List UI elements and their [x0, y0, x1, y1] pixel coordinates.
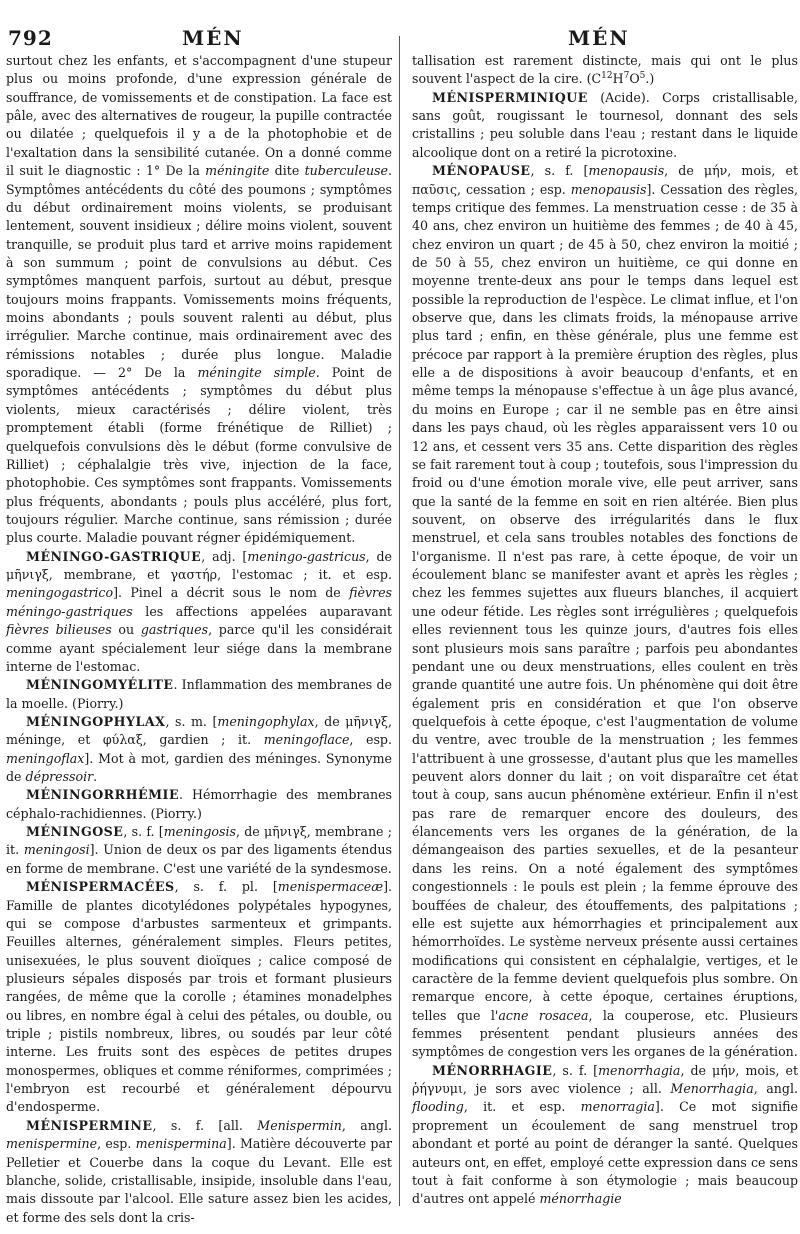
- text-run: . Point de symptômes antécédents ; symptômes du début plus violents, mieux caractérisés ; délire violent, très promptement établi (forme frénétique de Rilliet) ; quelquefois convulsions dès le début (forme convulsive de Rilliet) ; céphalalgie très vive, injection de la face, photophobie. Ces symptômes sont frappants. Vomissements plus fréquents, abondants ; pouls plus accéléré, plus fort, toujours régulier. Marche continue, sans rémission ; durée plus courte. Maladie pouvant régner épidémiquement.: [6, 365, 392, 546]
- entry-headword: MÉNISPERMINIQUE: [432, 89, 588, 105]
- continued-paragraph: [412, 52, 798, 89]
- text-run: , s. f. pl. [: [174, 879, 278, 895]
- formula-element: H: [612, 71, 624, 87]
- text-run: , de μήν, mois, et ῥήγνυμι, je sors avec violence ; all.: [412, 1062, 799, 1097]
- entry-menisperminique: [412, 89, 798, 162]
- italic-term: fièvres bilieuses: [6, 622, 112, 638]
- italic-term: flooding: [412, 1099, 464, 1115]
- text-run: . Symptômes antécédents du côté des poumons ; symptômes du début ordinairement moins violents, se produisant lentement, souvent insidieux ; délire moins violent, souvent tranquille, se produit plus tard et arrive moins rapidement à son summum ; point de convulsions au début. Ces symptômes manquent parfois, surtout au début, presque toujours moins frappants. Vomissements moins fréquents, moins abondants ; pouls souvent ralenti au début, plus irrégulier. Marche continue, mais ordinairement avec des rémissions notables ; durée plus longue. Maladie sporadique. — 2° De la: [6, 163, 392, 381]
- text-run: ]. Pinel a décrit sous le nom de: [113, 585, 350, 601]
- italic-term: Menispermin: [257, 1117, 342, 1133]
- entry-menispermacees: [6, 878, 392, 1117]
- text-run: , angl.: [753, 1081, 798, 1097]
- right-column: [412, 52, 798, 1209]
- italic-term: menispermina: [135, 1136, 227, 1152]
- italic-term: meningo-gastricus: [247, 548, 366, 564]
- text-run: ]. Union de deux os par des ligaments étendus en forme de membrane. C'est une variété de la syndesmose.: [6, 842, 392, 876]
- italic-term: menorragia: [580, 1099, 655, 1115]
- formula-element: O: [629, 71, 640, 87]
- italic-term: Menorrhagia: [670, 1081, 754, 1097]
- text-run: , s. f. [: [552, 1062, 599, 1078]
- entry-menispermine: [6, 1117, 392, 1227]
- italic-term: menopausis: [588, 163, 665, 179]
- italic-term: fièvres méningo-gastriques: [6, 585, 392, 619]
- italic-term: menispermaceæ: [277, 879, 384, 895]
- text-run: tallisation est rarement distincte, mais qui ont le plus souvent l'aspect de la cire. (C: [412, 53, 798, 87]
- text-run: , it. et esp.: [463, 1099, 581, 1115]
- italic-term: meningogastrico: [6, 585, 114, 601]
- italic-term: menispermine: [6, 1136, 98, 1152]
- formula-superscript: 12: [601, 71, 613, 82]
- text-run: , esp.: [349, 732, 392, 748]
- entry-headword: MÉNINGOSE: [26, 824, 124, 840]
- text-run: , s. f. [all.: [152, 1117, 258, 1133]
- italic-term: menopausis: [570, 181, 647, 197]
- text-run: .: [93, 769, 98, 785]
- text-run: , angl.: [341, 1117, 392, 1133]
- italic-term: gastriques: [140, 622, 209, 638]
- italic-term: meningoflax: [6, 750, 85, 766]
- entry-menorrhagie: [412, 1062, 798, 1209]
- text-run: , parce qu'il les considérait comme ayant spécialement leur siége dans la membrane interne de l'estomac.: [6, 622, 392, 674]
- text-run: , de μήν, mois, et παῦσις, cessation ; esp.: [412, 163, 799, 197]
- italic-term: ménorrhagie: [539, 1191, 622, 1207]
- text-run: , la couperose, etc. Plusieurs femmes présentent pendant plusieurs années des symptômes de congestion vers les organes de la génération.: [412, 1007, 798, 1060]
- entry-meningose: [6, 823, 392, 878]
- text-run: , adj. [: [201, 548, 248, 564]
- italic-term: méningite: [205, 163, 270, 179]
- italic-term: meningoflace: [263, 732, 350, 748]
- text-run: , s. f. [: [530, 163, 589, 179]
- entry-headword: MÉNINGORRHÉMIE: [26, 787, 180, 803]
- italic-term: menorrhagia: [598, 1062, 681, 1078]
- italic-term: meningosis: [163, 824, 236, 840]
- entry-meningo-gastrique: [6, 548, 392, 677]
- text-run: . Hémorrhagie des membranes céphalo-rachidiennes. (Piorry.): [6, 787, 392, 821]
- text-run: surtout chez les enfants, et s'accompagnent d'une stupeur plus ou moins profonde, d'une expression générale de souffrance, de vomissements et de constipation. La face est pâle, avec des alternatives de rougeur, la pupille contractée ou dilatée ; quelquefois il y a de la photophobie et de l'exaltation dans la sensibilité cutanée. On a donné comme il suit le diagnostic : 1° De la: [6, 53, 392, 179]
- italic-term: tuberculeuse: [304, 163, 388, 179]
- text-run: , de μῆνιγξ, méninge, et φύλαξ, gardien ; it.: [6, 713, 392, 748]
- italic-term: acne rosacea: [498, 1007, 589, 1023]
- column-divider: [399, 36, 400, 1206]
- entry-meningorrhemie: [6, 786, 392, 823]
- entry-headword: MÉNISPERMACÉES: [26, 879, 175, 895]
- italic-term: meningosi: [23, 842, 90, 858]
- text-run: ]. Famille de plantes dicotylédones polypétales hypogynes, qui se compose d'arbustes sarmenteux et grimpants. Feuilles alternes, généralement simples. Fleurs petites, unisexuées, le plus souvent dioïques ; calice composé de plusieurs sépales disposés par trois et formant plusieurs rangées, de même que la corolle ; étamines monadelphes ou libres, en nombre égal à celui des pétales, ou double, ou triple ; pistils nombreux, libres, ou soudés par leur côté interne. Les fruits sont des espèces de petites drupes monospermes, obliques et comme réniformes, comprimées ; l'embryon est recourbé et généralement dépourvu d'endosperme.: [6, 879, 392, 1115]
- running-head-left: MÉN: [182, 26, 244, 50]
- text-run: dite: [269, 163, 305, 179]
- entry-headword: MÉNINGOMYÉLITE: [26, 677, 174, 693]
- entry-headword: MÉNOPAUSE: [432, 163, 531, 179]
- formula-superscript: 7: [623, 71, 630, 82]
- text-run: ]. Matière découverte par Pelletier et Couerbe dans la coque du Levant. Elle est blanche, solide, cristallisable, insipide, insoluble dans l'eau, mais dissoute par l'alcool. Elle sature assez bien les acides, et forme des sels dont la cris-: [6, 1136, 392, 1225]
- left-column: [6, 52, 392, 1227]
- text-run: (Acide). Corps cristallisable, sans goût, rougissant le tournesol, donnant des sels cristallins ; peu soluble dans l'eau ; restant dans le liquide alcoolique dont on a retiré la picrotoxine.: [412, 89, 798, 160]
- entry-menopause: [412, 162, 798, 1062]
- entry-meningophylax: [6, 713, 392, 786]
- continued-paragraph: [6, 52, 392, 548]
- text-run: .): [645, 71, 655, 87]
- text-run: , s. f. [: [123, 824, 164, 840]
- text-run: ]. Mot à mot, gardien des méninges. Synonyme de: [6, 750, 392, 785]
- text-run: ou: [111, 622, 141, 638]
- text-run: , esp.: [97, 1136, 136, 1152]
- text-run: . Inflammation des membranes de la moelle. (Piorry.): [6, 677, 392, 711]
- text-run: , s. m. [: [165, 713, 218, 729]
- text-run: ]. Ce mot signifie proprement un écoulement de sang menstruel trop abondant et porté au point de déranger la santé. Quelques auteurs ont, en effet, employé cette expression dans ce sens tout à fait conforme à son étymologie ; mais beaucoup d'autres ont appelé: [412, 1099, 798, 1207]
- page-header: [0, 12, 800, 50]
- entry-meningomyelite: [6, 676, 392, 713]
- entry-headword: MÉNINGOPHYLAX: [26, 713, 166, 729]
- italic-term: méningite simple: [197, 365, 316, 381]
- entry-headword: MÉNINGO-GASTRIQUE: [26, 548, 202, 564]
- italic-term: meningophylax: [217, 713, 315, 729]
- text-run: , de μῆνιγξ, membrane, et γαστήρ, l'estomac ; it. et esp.: [6, 548, 392, 583]
- text-run: les affections appelées auparavant: [132, 603, 392, 619]
- entry-headword: MÉNISPERMINE: [26, 1117, 153, 1133]
- formula-superscript: 5: [639, 71, 646, 82]
- italic-term: dépressoir: [25, 769, 94, 785]
- running-head-right: MÉN: [568, 26, 630, 50]
- text-run: ]. Cessation des règles, temps critique des femmes. La menstruation cesse : de 35 à 40 ans, chez environ un huitième des femmes ; de 40 à 45, chez environ un quart ; de 45 à 50, chez environ la moitié ; de 50 à 55, chez environ un huitième, ce qui donne en moyenne trente-deux ans pour le temps dans lequel est possible la reproduction de l'espèce. Le climat influe, et l'on observe que, dans les climats froids, la ménopause arrive plus tard ; enfin, en thèse générale, plus une femme est précoce par rapport à la première éruption des règles, plus elle a de dispositions à avoir beaucoup d'enfants, et en même temps la ménopause s'effectue à un âge plus avancé, du moins en Europe ; car il ne semble pas en être ainsi dans les pays chaud, où les règles apparaissent vers 10 ou 12 ans, et cessent vers 35 ans. Cette disparition des règles se fait rarement tout à coup ; toutefois, sous l'impression du froid ou d'une émotion morale vive, elle peut arriver, sans que la santé de la femme en soit en rien altérée. Bien plus souvent, on observe des irrégularités dans le flux menstruel, et cela sans troubles notables des fonctions de l'organisme. Il n'est pas rare, à cette époque, de voir un écoulement blanc se manifester avant et après les règles ; chez les femmes sujettes aux flueurs blanches, il acquiert une odeur fétide. Les règles sont irrégulières ; quelquefois elles reviennent tous les quinze jours, d'autres fois elles sont plusieurs mois sans paraître ; parfois peu abondantes pendant une ou deux menstruations, elles coulent en très grande quantité une autre fois. Un phénomène qui doit être également pris en considération et que l'on observe quelquefois à cette époque, c'est l'augmentation de volume du ventre, avec trouble de la menstruation ; les femmes l'attribuent à une grossesse, d'autant plus que les mamelles peuvent alors donner du lait ; on voit disparaître cet état tout à coup, sans aucun phénomène extérieur. Enfin il n'est pas rare de remarquer encore des douleurs, des élancements vers les organes de la génération, de la démangeaison des parties sexuelles, et de la pesanteur dans les reins. On a noté également des symptômes congestionnels : le pouls est plein ; la femme éprouve des bouffées de chaleur, des étouffements, des palpitations ; elle est sujette aux hémorrhagies et principalement aux hémorrhoïdes. Le système nerveux présente aussi certaines modifications qui consistent en céphalalgie, vertiges, et le caractère de la femme devient quelquefois plus sombre. On remarque encore, à cette époque, certaines éruptions, telles que l': [412, 181, 798, 1023]
- text-run: , de μῆνιγξ, membrane ; it.: [6, 824, 392, 858]
- entry-headword: MÉNORRHAGIE: [432, 1062, 553, 1078]
- page-number: 792: [8, 26, 53, 50]
